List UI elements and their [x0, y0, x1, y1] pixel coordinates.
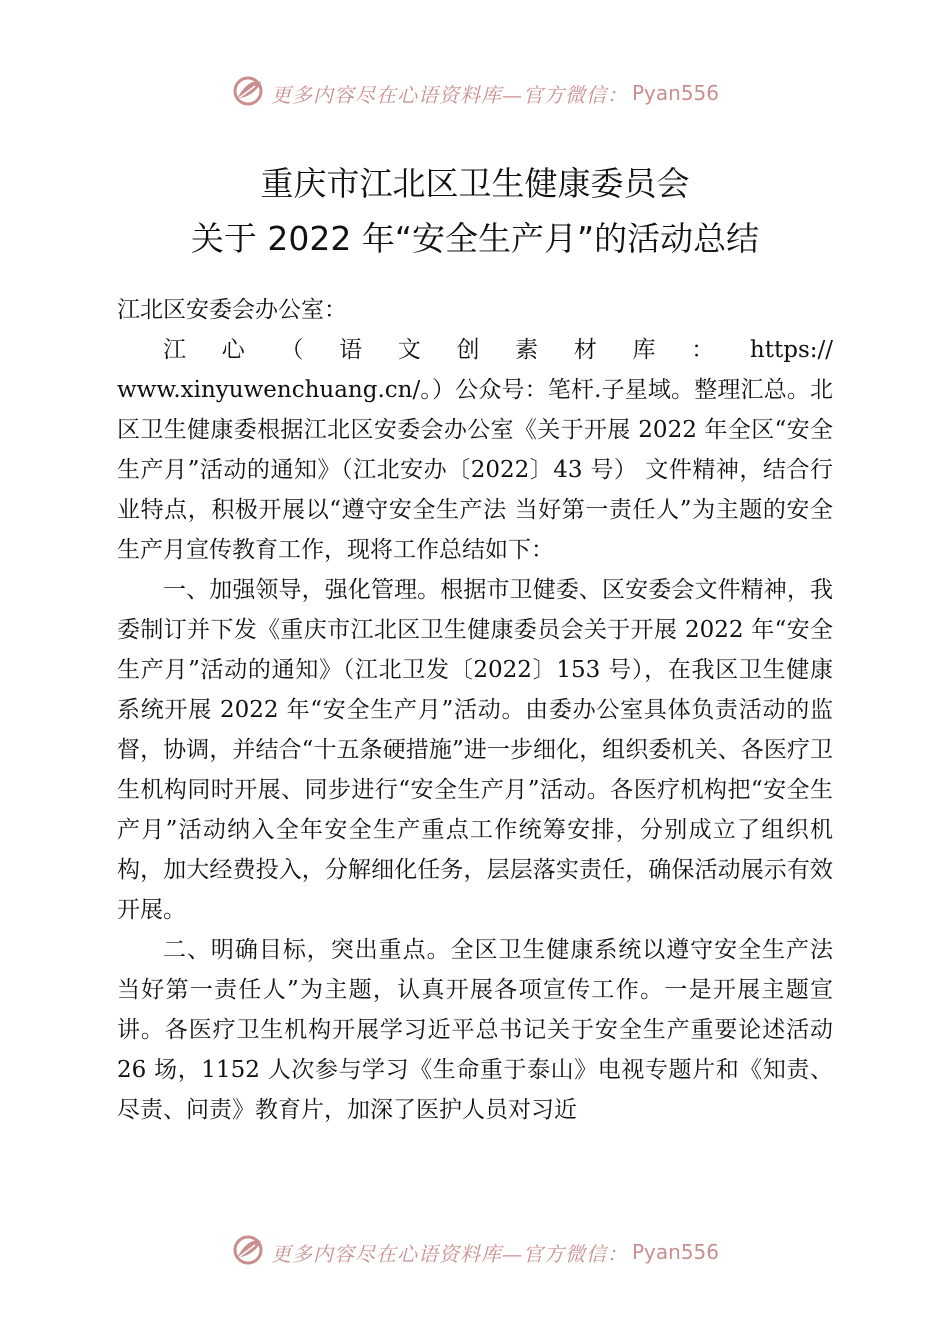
watermark-text: 更多内容尽在心语资料库—官方微信：: [270, 82, 628, 107]
watermark-wechat-id: Pyan556: [631, 81, 719, 105]
paragraph-intro: www.xinyuwenchuang.cn/。）公众号：笔杆.子星域。整理汇总。北区卫生健康委根据江北区安委会办公室《关于开展 2022 年全区“安全生产月”活动的通知》（江北安办〔2022〕43 号） 文件精神，结合行业特点，积极开展以“遵守安全生产法 当好第一责任人”为主题的安全生产月宣传教育工作，现将工作总结如下：: [117, 377, 833, 563]
addressee: 江北区安委会办公室：: [117, 297, 347, 323]
watermark-banner-top: [0, 73, 950, 113]
watermark-banner-bottom: [0, 1232, 950, 1272]
leaf-logo-icon: [231, 1233, 265, 1272]
document-title-line1: 重庆市江北区卫生健康委员会: [260, 164, 690, 203]
watermark-wechat-id: Pyan556: [631, 1240, 719, 1264]
document-body: [117, 290, 833, 1130]
paragraph-section-1: 一、加强领导，强化管理。根据市卫健委、区安委会文件精神，我委制订并下发《重庆市江北区卫生健康委员会关于开展 2022 年“安全生产月”活动的通知》（江北卫发〔2022〕153 号），在我区卫生健康系统开展 2022 年“安全生产月”活动。由委办公室具体负责活动的监督，协调，并结合“十五条硬措施”进一步细化，组织委机关、各医疗卫生机构同时开展、同步进行“安全生产月”活动。各医疗机构把“安全生产月”活动纳入全年安全生产重点工作统筹安排，分别成立了组织机构，加大经费投入，分解细化任务，层层落实责任，确保活动展示有效开展。: [117, 577, 833, 923]
paragraph-intro-url-line: 江 心 （ 语 文 创 素 材 库 ： https://: [163, 337, 833, 363]
watermark-text: 更多内容尽在心语资料库—官方微信：: [270, 1241, 628, 1266]
document-title-line2: 关于 2022 年“安全生产月”的活动总结: [190, 219, 760, 258]
paragraph-section-2: 二、明确目标，突出重点。全区卫生健康系统以遵守安全生产法 当好第一责任人”为主题，认真开展各项宣传工作。一是开展主题宣讲。各医疗卫生机构开展学习近平总书记关于安全生产重要论述活动 26 场，1152 人次参与学习《生命重于泰山》电视专题片和《知责、尽责、问责》教育片，加深了医护人员对习近: [117, 937, 833, 1123]
leaf-logo-icon: [231, 74, 265, 113]
